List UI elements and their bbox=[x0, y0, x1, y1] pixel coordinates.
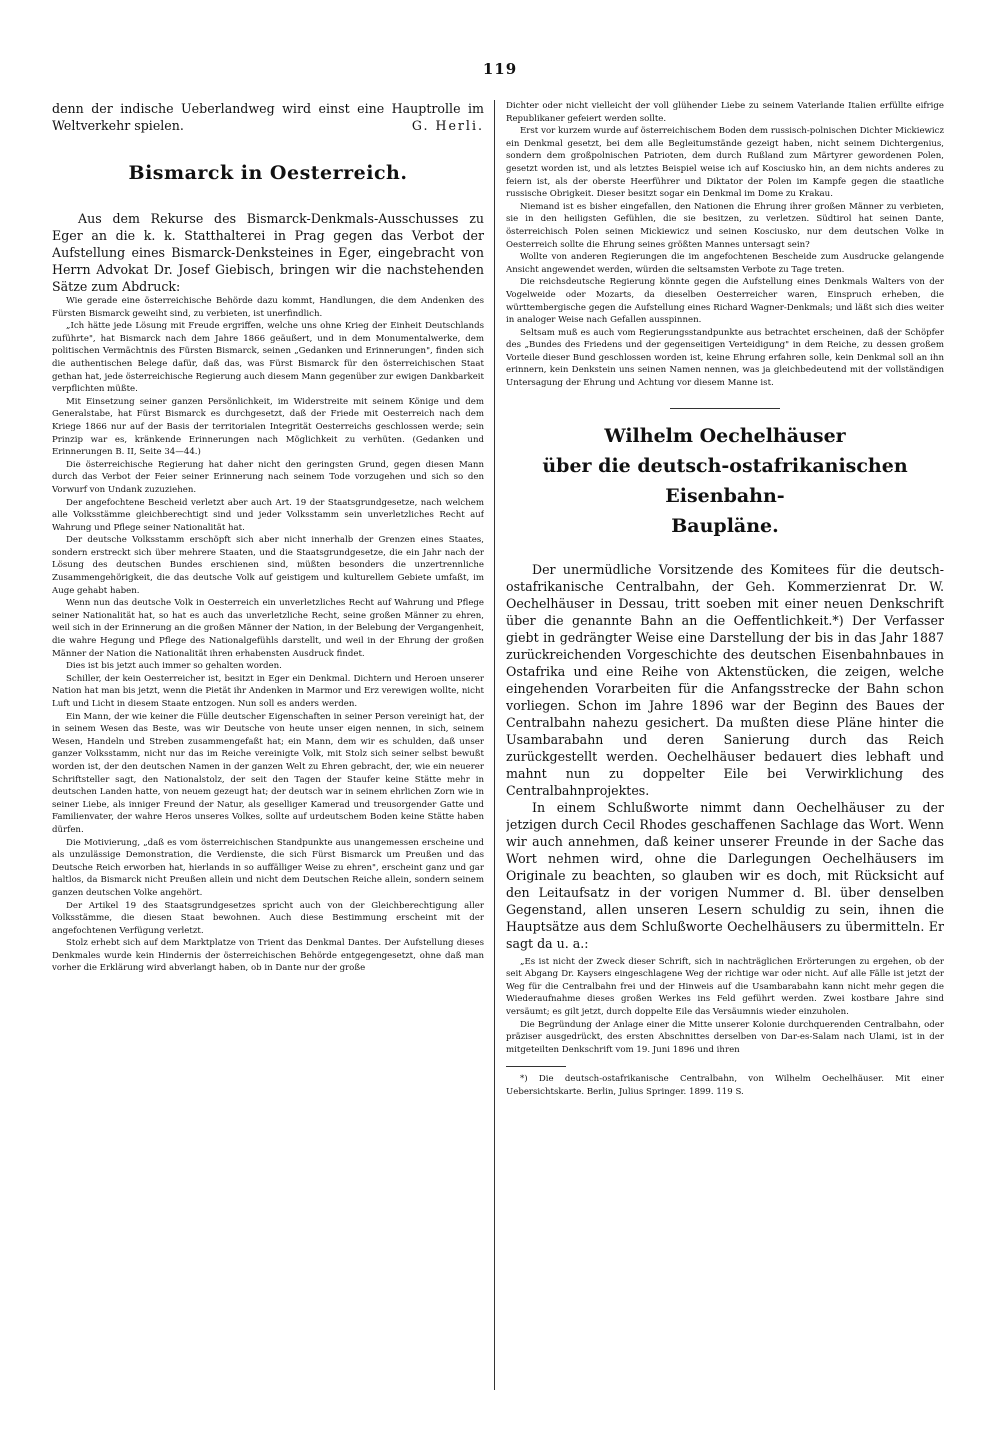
title-line: Baupläne. bbox=[671, 514, 779, 537]
body-paragraph: Dies ist bis jetzt auch immer so gehalten worden. bbox=[66, 661, 282, 672]
title-line: über die deutsch-ostafrikanischen Eisenbahn- bbox=[542, 454, 908, 507]
article-body-right bbox=[506, 100, 944, 390]
body-paragraph: Wie gerade eine österreichische Behörde dazu kommt, Handlungen, die dem Andenken des Fürsten Bismarck geweiht sind, zu verbieten, ist unerfindlich. bbox=[52, 296, 484, 319]
body-paragraph: Wenn nun das deutsche Volk in Oesterreich ein unverletzliches Recht auf Wahrung und Pflege seiner Nationalität hat, so hat es auch das unverletzliche Recht, seine großen Männer zu ehren, weil sich in der Erinnerung an die großen Männer der Nation, in der Belebung der Vergangenheit, die wahre Hegung und Pflege des Nationalgefühls darstellt, und weil in der Ehrung der großen Männer der Nation die Nationalität ihren erhabensten Ausdruck findet. bbox=[52, 598, 484, 659]
body-paragraph: Die österreichische Regierung hat daher nicht den geringsten Grund, gegen diesen Mann durch das Verbot der Feier seiner Erinnerung nach seinem Tode vorzugehen und sich so den Vorwurf von Undank zuzuziehen. bbox=[52, 459, 484, 495]
body-paragraph: Mit Einsetzung seiner ganzen Persönlichkeit, im Widerstreite mit seinem Könige und dem Generalstabe, hat Fürst Bismarck es durchgesetzt, daß der Friede mit Oesterreich nach dem Kriege 1866 nur auf der Basis der territorialen Integrität Oesterreichs geschlossen werde; sein Prinzip war es, kränkende Erinnerungen nach Möglichkeit zu verhüten. (Gedanken und Erinnerungen B. II, Seite 34—44.) bbox=[52, 396, 484, 458]
body-paragraph: Erst vor kurzem wurde auf österreichischem Boden dem russisch-polnischen Dichter Mickiewicz ein Denkmal gesetzt, bei dem alle Begleitumstände gezeigt haben, nicht seinem Dichtergenius, sondern dem großpolnischen Patrioten, dem durch Rußland zum Märtyrer gewordenen Polen, gesetzt worden ist, und als letztes Beispiel weise ich auf Kosciusko hin, an dem nichts anderes zu feiern ist, als der oberste Heerführer und Diktator der Polen im Kampfe gegen die staatliche russische Obrigkeit. Dieser besitzt sogar ein Denkmal im Dome zu Krakau. bbox=[506, 126, 944, 200]
closing-signature: G. Herli. bbox=[411, 118, 484, 133]
article-title-bismarck: Bismarck in Oesterreich. bbox=[128, 162, 408, 184]
quote-paragraph: „Es ist nicht der Zweck dieser Schrift, sich in nachträglichen Erörterungen zu ergehen, ob der seit Abgang Dr. Kaysers eingeschlagene Weg der richtige war oder nicht. Auf alle Fälle ist jetzt der Weg für die Centralbahn frei und der Hinweis auf die Usambarabahn kann nicht mehr gegen die Wiederaufnahme dieses großen Werkes ins Feld geführt werden. Zwei kostbare Jahre sind versäumt; es gilt jetzt, durch doppelte Eile das Versäumnis wieder einzuholen. bbox=[506, 956, 944, 1018]
body-paragraph: Wollte von anderen Regierungen die im angefochtenen Bescheide zum Ausdrucke gelangende Ansicht angewendet werden, würden die seltsamsten Verbote zu Tage treten. bbox=[506, 252, 944, 275]
article-paragraph: Der unermüdliche Vorsitzende des Komitees für die deutsch-ostafrikanische Centralbahn, der Geh. Kommerzienrat Dr. W. Oechelhäuser in Dessau, tritt soeben mit einer neuen Denkschrift über die genannte Bahn an die Oeffentlichkeit.*) Der Verfasser giebt in gedrängter Weise eine Darstellung der bis in das Jahr 1887 zurückreichenden Vorgeschichte des deutschen Eisenbahnbaues in Ostafrika und eine Reihe von Aktenstücken, die zeigen, welche eingehenden Vorarbeiten für die Anfangsstrecke der Bahn schon vorliegen. Schon im Jahre 1896 war der Beginn des Baues der Centralbahn nahezu gesichert. Da mußten diese Pläne hinter die Usambarabahn und deren Sanierung durch das Reich zurückgestellt werden. Oechelhäuser bedauert dies lebhaft und mahnt nun zu doppelter Eile bei Verwirklichung des Centralbahnprojektes. bbox=[506, 561, 944, 798]
previous-article-ending bbox=[52, 100, 484, 134]
article-title-oechelhaeuser bbox=[506, 421, 944, 541]
body-paragraph: Stolz erhebt sich auf dem Marktplatze von Trient das Denkmal Dantes. Der Aufstellung dieses Denkmales wurde kein Hindernis der österreichischen Behörde entgegengesetzt, ohne daß man vorher die Erklärung wird abverlangt haben, ob in Dante nur der große bbox=[52, 938, 484, 974]
body-paragraph: Dichter oder nicht vielleicht der voll glühender Liebe zu seinem Vaterlande Italien erfüllte eifrige Republikaner gefeiert werden sollte. bbox=[506, 101, 944, 124]
body-paragraph: Niemand ist es bisher eingefallen, den Nationen die Ehrung ihrer großen Männer zu verbieten, sie in den heiligsten Gefühlen, die sie besitzen, zu verletzen. Südtirol hat seinen Dante, österreichisch Polen seinen Mickiewicz und seinen Kosciusko, nur dem deutschen Volke in Oesterreich sollte die Ehrung seines größten Mannes untersagt sein? bbox=[506, 201, 944, 250]
title-line: Wilhelm Oechelhäuser bbox=[604, 424, 846, 447]
body-paragraph: Der angefochtene Bescheid verletzt aber auch Art. 19 der Staatsgrundgesetze, nach welchem alle Volksstämme gleichberechtigt sind und jeder Volksstamm sein unverletzliches Recht auf Wahrung und Pflege seiner Nationalität hat. bbox=[52, 497, 484, 533]
body-paragraph: Seltsam muß es auch vom Regierungsstandpunkte aus betrachtet erscheinen, daß der Schöpfer des „Bundes des Friedens und der gegenseitigen Verteidigung" in dem Reiche, zu dessen großem Vorteile dieser Bund geschlossen worden ist, keine Ehrung erfahren solle, kein Denkmal soll an ihn erinnern, kein Denkstein uns seinen Namen nennen, was ja gleichbedeutend mit der vollständigen Untersagung der Ehrung und Achtung vor diesem Manne ist. bbox=[506, 327, 944, 389]
body-paragraph: „Ich hätte jede Lösung mit Freude ergriffen, welche uns ohne Krieg der Einheit Deutschlands zuführte", hat Bismarck nach dem Jahre 1866 geäußert, und in dem Monumentalwerke, dem politischen Vermächtnis des Fürsten Bismarck, seinen „Gedanken und Erinnerungen", finden sich die authentischen Belege dafür, daß das, was Fürst Bismarck für den österreichischen Staat gethan hat, jede österreichische Regierung auch diesem Mann gegenüber zur ewigen Dankbarkeit verpflichten müßte. bbox=[52, 321, 484, 395]
footnote-rule bbox=[506, 1066, 566, 1067]
article-paragraph: In einem Schlußworte nimmt dann Oechelhäuser zu der jetzigen durch Cecil Rhodes geschaffenen Sachlage das Wort. Wenn wir auch annehmen, daß keiner unserer Freunde in der Sache das Wort nehmen wird, ohne die Darlegungen Oechelhäusers im Originale zu beachten, so glauben wir es doch, mit Rücksicht auf den Leitaufsatz in der vorigen Nummer d. Bl. über denselben Gegenstand, allen unseren Lesern schuldig zu sein, ihnen die Hauptsätze aus dem Schlußworte Oechelhäusers zu übermitteln. Er sagt da u. a.: bbox=[506, 799, 944, 951]
body-paragraph: Ein Mann, der wie keiner die Fülle deutscher Eigenschaften in seiner Person vereinigt hat, der in seinem Wesen das Beste, was wir Deutsche von heute unser eigen nennen, in sich, seinem Wesen, Handeln und Streben zusammengefaßt hat; ein Mann, dem wir es schulden, daß unser ganzer Volksstamm, nicht nur das im Reiche vereinigte Volk, mit Stolz sich seiner selbst bewußt worden ist, der den deutschen Namen in der ganzen Welt zu Ehren gebracht, der, wie ein neuerer Schriftsteller sagt, den Nationalstolz, der seit den Tagen der Staufer keine Stätte mehr in deutschen Landen hatte, von neuem gezeugt hat; der deutsch war in seinem ehrlichen Zorn wie in seiner Liebe, als inniger Freund der Natur, als geselliger Kamerad und treusorgender Gatte und Familienvater, der wahre Heros unseres Volkes, sollte auf urdeutschem Boden keine Stätte haben dürfen. bbox=[52, 711, 484, 835]
section-rule bbox=[670, 408, 780, 409]
right-column bbox=[506, 100, 944, 1395]
footnote: *) Die deutsch-ostafrikanische Centralbahn, von Wilhelm Oechelhäuser. Mit einer Uebersichtskarte. Berlin, Julius Springer. 1899. 119 S. bbox=[506, 1074, 944, 1097]
body-paragraph: Der Artikel 19 des Staatsgrundgesetzes spricht auch von der Gleichberechtigung aller Volksstämme, die diesen Staat bewohnen. Auch diese Bestimmung erscheint mit der angefochtenen Verfügung verletzt. bbox=[52, 900, 484, 936]
article-intro: Aus dem Rekurse des Bismarck-Denkmals-Ausschusses zu Eger an die k. k. Statthalterei in Prag gegen das Verbot der Aufstellung eines Bismarck-Denksteines in Eger, eingebracht von Herrn Advokat Dr. Josef Giebisch, bringen wir die nachstehenden Sätze zum Abdruck: bbox=[52, 211, 484, 294]
body-paragraph: Die reichsdeutsche Regierung könnte gegen die Aufstellung eines Denkmals Walters von der Vogelweide oder Mozarts, da dieselben Oesterreicher waren, Einspruch erheben, die württembergische gegen die Aufstellung eines Richard Wagner-Denkmals; und läßt sich dies weiter in analoger Weise nach Gefallen ausspinnen. bbox=[506, 277, 944, 326]
closing-text: denn der indische Ueberlandweg wird einst eine Hauptrolle im Weltverkehr spielen. bbox=[52, 101, 484, 133]
body-paragraph: Die Motivierung, „daß es vom österreichischen Standpunkte aus unangemessen erscheine und als unzulässige Demonstration, die Verdienste, die sich Fürst Bismarck um Preußen und das Deutsche Reich erworben hat, hierlands in so auffälliger Weise zu ehren", erscheint ganz und gar haltlos, da Bismarck nicht Preußen allein und nicht dem Deutschen Reiche allein, sondern seinem ganzen deutschen Volke angehört. bbox=[52, 837, 484, 898]
article-body-left bbox=[52, 295, 484, 975]
page-number: 119 bbox=[482, 60, 518, 78]
left-column bbox=[52, 100, 484, 1400]
quote-paragraph: Die Begründung der Anlage einer die Mitte unserer Kolonie durchquerenden Centralbahn, oder präziser ausgedrückt, des ersten Abschnittes derselben von Dar-es-Salam nach Ulami, ist in der mitgeteilten Denkschrift vom 19. Juni 1896 und ihren bbox=[506, 1019, 944, 1055]
body-paragraph: Der deutsche Volksstamm erschöpft sich aber nicht innerhalb der Grenzen eines Staates, sondern erstreckt sich über mehrere Staaten, und die Staatsgrundgesetze, die ein Jahr nach der Lösung des deutschen Bundes erschienen sind, müßten besonders die unzertrennliche Zusammengehörigkeit, die das deutsche Volk auf geistigem und kulturellem Gebiete umfaßt, im Auge gehabt haben. bbox=[52, 535, 484, 596]
column-divider bbox=[494, 100, 495, 1390]
body-paragraph: Schiller, der kein Oesterreicher ist, besitzt in Eger ein Denkmal. Dichtern und Heroen unserer Nation hat man bis jetzt, wenn die Pietät ihr Andenken in Marmor und Erz verewigen wollte, nicht Luft und Licht in diesem Staate entzogen. Nun soll es anders werden. bbox=[52, 673, 484, 709]
